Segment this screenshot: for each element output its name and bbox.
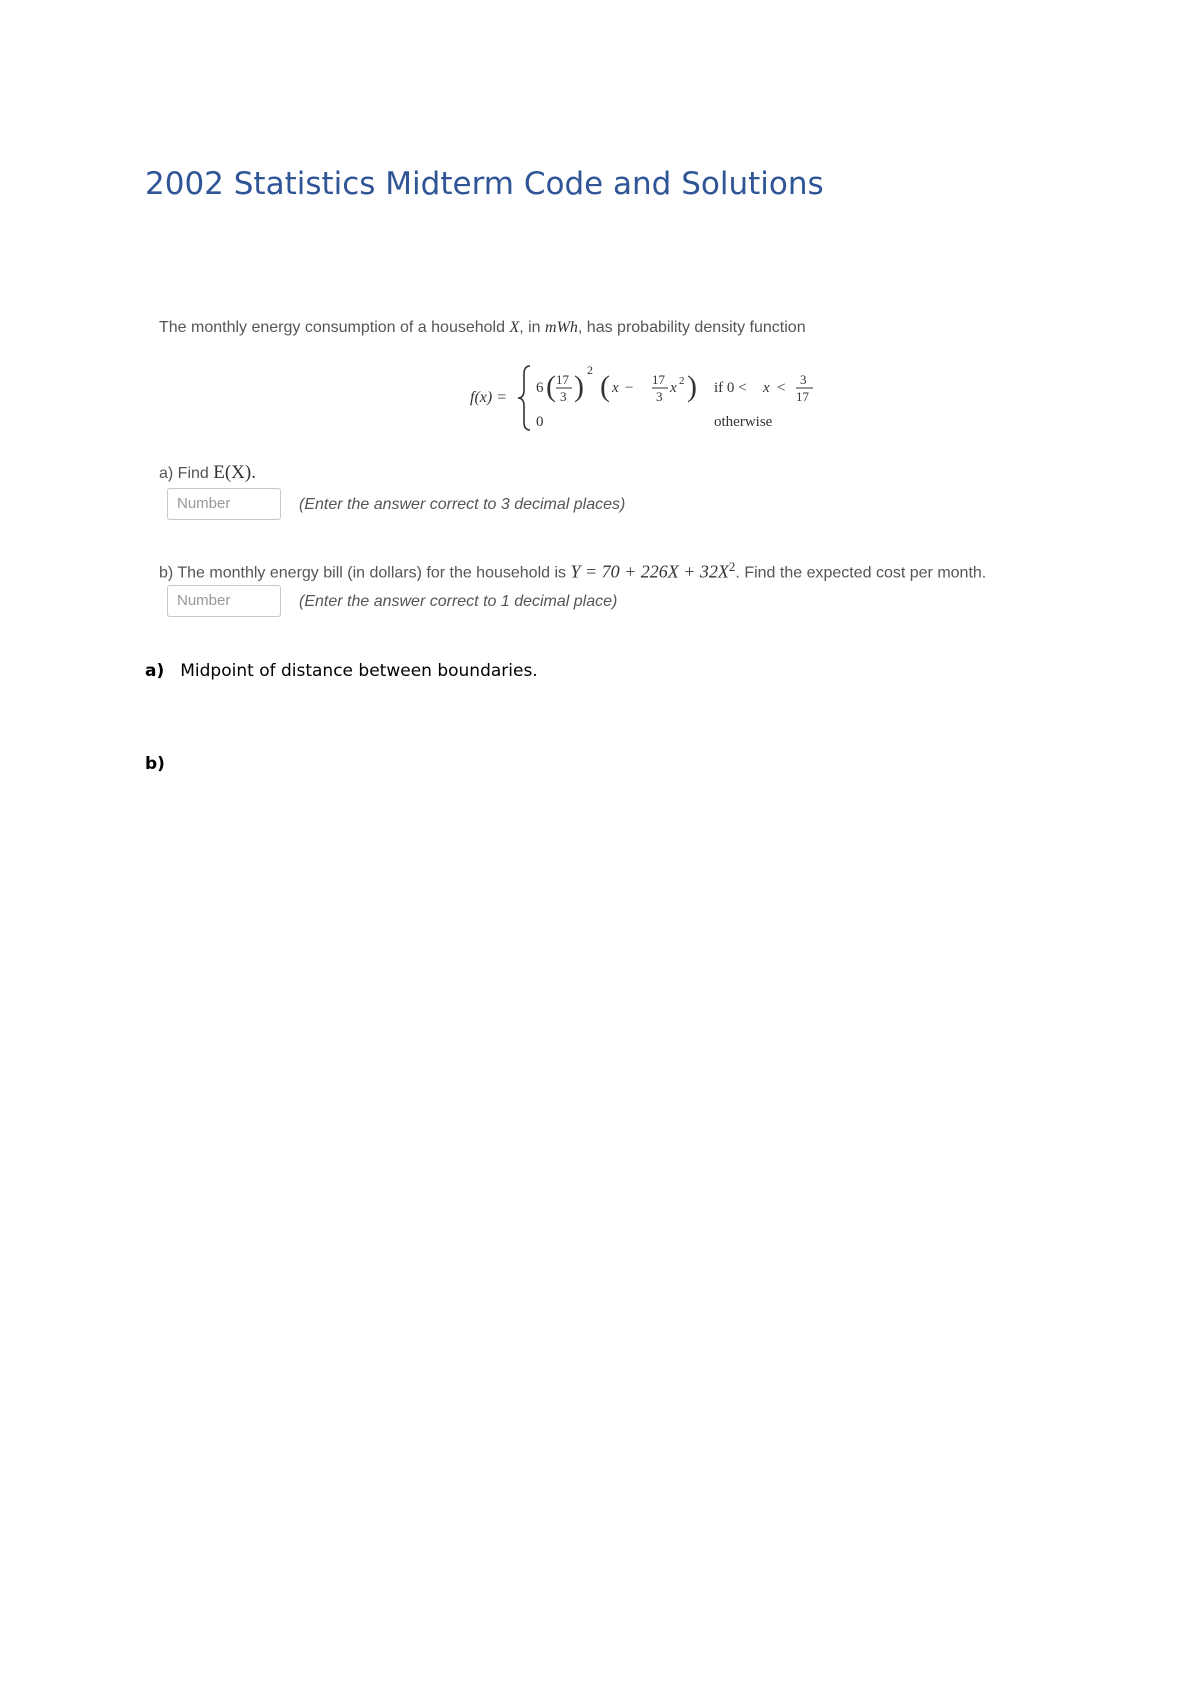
pdf-paren-open-2: ( (600, 370, 610, 403)
pdf-cond1-prefix: if 0 < (714, 380, 747, 396)
part-b-question (159, 559, 986, 582)
pdf-paren-close-1: ) (574, 370, 584, 403)
part-a-question (159, 462, 256, 484)
pdf-lhs: f(x) = (470, 389, 507, 406)
pdf-paren-open-1: ( (546, 370, 556, 403)
pdf-minus: − (625, 380, 634, 396)
pdf-cond1-num: 3 (800, 372, 807, 387)
intro-var-x: X (509, 319, 520, 336)
part-b-expr: Y = 70 + 226X + 32X (570, 561, 729, 582)
part-b-expr-power: 2 (728, 559, 736, 574)
part-b-answer-input[interactable]: Number (167, 585, 281, 617)
page-title: 2002 Statistics Midterm Code and Solutions (145, 166, 824, 202)
pdf-frac2-den: 3 (656, 389, 663, 404)
pdf-formula (460, 360, 840, 436)
part-a-hint: (Enter the answer correct to 3 decimal places) (299, 496, 626, 513)
part-a-expr: E(X). (213, 462, 256, 483)
intro-text-1: The monthly energy consumption of a household (159, 319, 510, 336)
question-intro (159, 319, 806, 337)
pdf-cond1-den: 17 (796, 389, 809, 404)
pdf-x2: x (670, 380, 677, 396)
intro-text-3: , has probability density function (577, 319, 806, 336)
pdf-frac-den: 3 (560, 389, 567, 404)
pdf-cond1-var: x (763, 380, 770, 396)
intro-text-2: , in (519, 319, 546, 336)
pdf-zero: 0 (536, 414, 544, 430)
part-a-label: a) Find (159, 465, 214, 482)
pdf-brace (518, 366, 530, 430)
pdf-frac2-num: 17 (652, 372, 665, 387)
answer-b-label: b) (145, 754, 165, 774)
pdf-x2-power: 2 (679, 375, 685, 387)
answer-a-label: a) (145, 661, 165, 681)
pdf-coef: 6 (536, 380, 544, 396)
intro-unit: mWh (545, 319, 578, 336)
part-a-answer-input[interactable]: Number (167, 488, 281, 520)
part-b-after: . Find the expected cost per month. (735, 564, 987, 582)
answer-b (145, 754, 181, 774)
part-b-label: b) The monthly energy bill (in dollars) for the household is (159, 564, 571, 582)
part-b-hint: (Enter the answer correct to 1 decimal place) (299, 593, 618, 610)
pdf-var: x (612, 380, 619, 396)
pdf-cond1-lt: < (777, 380, 786, 396)
answer-a (145, 661, 538, 681)
answer-a-text: Midpoint of distance between boundaries. (180, 661, 538, 681)
pdf-cond2: otherwise (714, 414, 773, 430)
pdf-paren-close-2: ) (687, 370, 697, 403)
pdf-power: 2 (587, 363, 593, 377)
pdf-frac-num: 17 (556, 372, 569, 387)
